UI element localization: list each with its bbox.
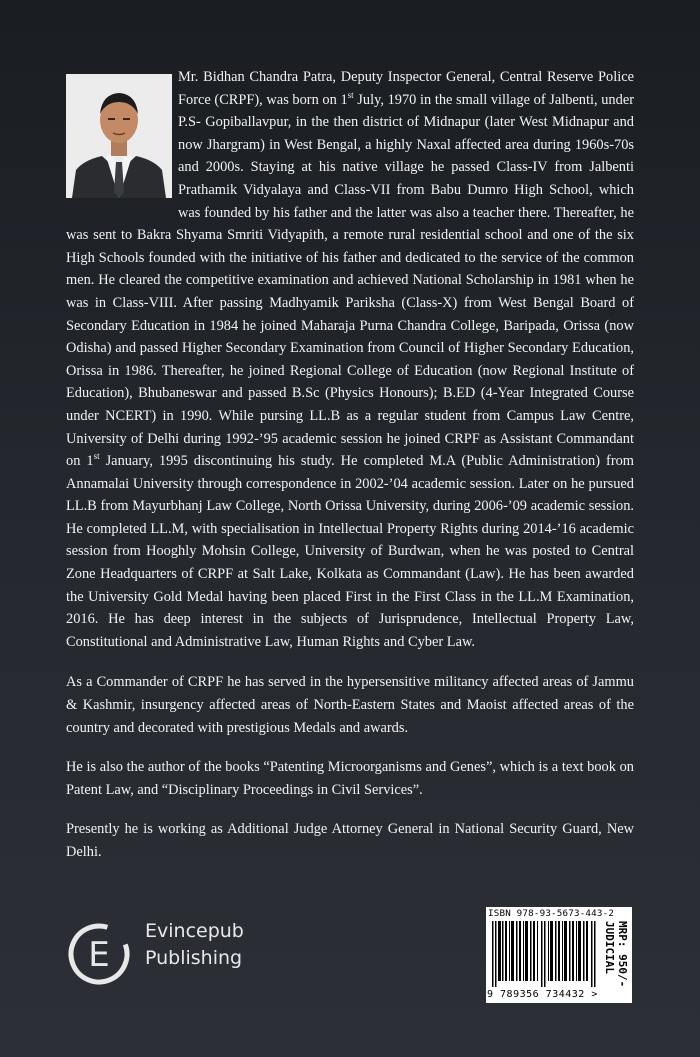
publisher-name-line-2: Publishing: [145, 947, 243, 969]
superscript: st: [93, 451, 100, 462]
price-label: [603, 921, 629, 993]
price-text: MRP: 950/-: [616, 921, 629, 988]
bio-text-part-a: Mr. Bidhan Chandra Patra, Deputy Inspector General, Central Reserve Police Force (CRPF), was born on 1: [178, 69, 634, 108]
bio-text-part-c: January, 1995 discontinuing his study. He completed M.A (Public Administration) from Annamalai University through correspondence in 2002-’04 academic session. Later on he pursued LL.B from Mayurbhanj Law College, North Orissa University, during 2006-’09 academic session. He completed LL.M, with specialisation in Intellectual Property Rights during 2014-’16 academic session from Hooghly Mohsin College, University of Burdwan, when he was posted to Central Zone Headquarters of CRPF at Salt Lake, Kolkata as Commandant (Law). He has been awarded the University Gold Medal having been placed First in the First Class in the LL.M Examination, 2016. He has deep interest in the subjects of Jurisprudence, Intellectual Property Law, Constitutional and Administrative Law, Human Rights and Cyber Law.: [66, 453, 634, 650]
barcode-bars-icon: [492, 921, 598, 987]
isbn-text: ISBN 978-93-5673-443-2: [488, 908, 615, 919]
superscript: st: [347, 89, 354, 100]
bio-text-part-b: July, 1970 in the small village of Jalbenti, under P.S- Gopiballavpur, in the then district of Midnapur (later West Midnapur and now Jhargram) in West Bengal, a highly Naxal affected area during 1960s-70s and 2000s. Staying at his native village he passed Class-IV from Jalbenti Prathamik Vidyalaya and Class-VII from Babu Dumro High School, which was founded by his father and the latter was also a teacher there. Thereafter, he was sent to Bakra Shyama Smriti Vidyapith, a remote rural residential school and one of the six High Schools founded with the initiative of his father and dedicated to the service of the common men. He cleared the competitive examination and achieved National Scholarship in 1981 when he was in Class-VIII. After passing Madhyamik Pariksha (Class-X) from West Bengal Board of Secondary Education in 1984 he joined Maharaja Purna Chandra College, Baripada, Orissa (now Odisha) and passed Higher Secondary Examination from Council of Higher Secondary Education, Orissa in 1986. Thereafter, he joined Regional College of Education (now Regional Institute of Education), Bhubaneswar and passed B.Sc (Physics Honours); B.ED (4-Year Integrated Course under NCERT) in 1990. While pursing LL.B as a regular student from Campus Law Centre, University of Delhi during 1992-’95 academic session he joined CRPF as Assistant Commandant on 1: [66, 91, 634, 470]
author-bio: [66, 66, 634, 881]
bio-paragraph-3: He is also the author of the books “Patenting Microorganisms and Genes”, which is a text book on Patent Law, and “Disciplinary Proceedings in Civil Services”.: [66, 759, 634, 798]
publisher-name: [145, 918, 244, 972]
barcode-label: [486, 907, 632, 1003]
category-text: JUDICIAL: [603, 921, 616, 974]
logo-letter: E: [88, 935, 110, 975]
bio-paragraph-2: As a Commander of CRPF he has served in the hypersensitive militancy affected areas of Jammu & Kashmir, insurgency affected areas of North-Eastern States and Maoist affected areas of the country and decorated with prestigious Medals and awards.: [66, 674, 634, 736]
bio-paragraph-4: Presently he is working as Additional Judge Attorney General in National Security Guard, New Delhi.: [66, 821, 634, 860]
publisher-name-line-1: Evincepub: [145, 920, 244, 942]
bio-paragraph-1: [66, 66, 634, 653]
barcode-digits: 9 789356 734432 >: [487, 989, 598, 1000]
